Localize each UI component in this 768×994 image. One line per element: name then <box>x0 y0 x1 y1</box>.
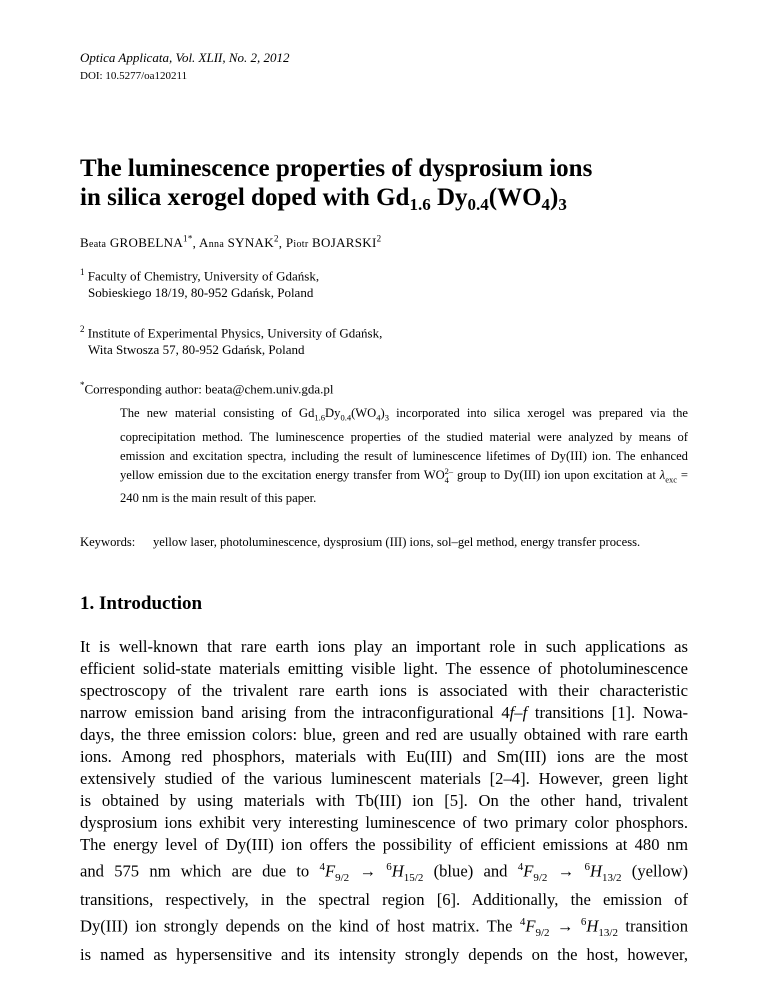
keywords <box>80 533 688 552</box>
keywords-text: yellow laser, photoluminescence, dysprosium (III) ions, sol–gel method, energy transfer process. <box>153 535 641 549</box>
author: Beata $GROBELNA^{1*}$ <box>80 234 193 251</box>
body-paragraph: It is well-known that rare earth ions play an important role in such applications as efficient solid-state materials emitting visible light. The essence of photoluminescence spectroscopy of the trivalent rare earth ions is associated with their characteristic narrow emission band arising from the intraconfigurational 4f–f transitions [1]. Nowa- days, the three emission colors: blue, green and red are usually obtained with rare earth ions. Among red phosphors, materials with Eu(III) and Sm(III) ions are the most extensively studied of the various luminescent materials [2–4]. However, green light is obtained by using materials with Tb(III) ion [5]. On the other hand, trivalent dysprosium ions exhibit very interesting luminescence of two primary color phosphors. The energy level of Dy(III) ion offers the possibility of efficient emissions at 480 nm and 575 nm which are due to $^4F_{9/2} \to ^6H_{15/2}$ (blue) and $^4F_{9/2} \to ^6H_{13/2}$ (yellow) transitions, respectively, in the spectral region [6]. Additionally, the emission of Dy(III) ion strongly depends on the kind of host matrix. The $^4F_{9/2} \to ^6H_{13/2}$ transition is named as hypersensitive and its intensity strongly depends on the host, however, <box>80 637 689 964</box>
abstract: The new material consisting of $Gd_{1.6}Dy_{0.4}(WO_4)_3$ incorporated into silica xerogel was prepared via the coprecipitation method. The luminescence properties of the studied material were analyzed by means of emission and excitation spectra, including the result of luminescence lifetimes of Dy(III) ion. The enhanced yellow emission due to the excitation energy transfer from WO2– 4 group to Dy(III) ion upon excitation at $\lambda_{exc} = 240$ nm is the main result of this paper. <box>120 406 688 506</box>
keywords-label: Keywords: <box>80 535 136 549</box>
article-title <box>80 154 700 219</box>
author: Piotr BOJARSKI$^2$ <box>285 234 382 251</box>
doi: DOI: 10.5277/oa120211 <box>80 70 188 82</box>
corresponding-author: *Corresponding author: beata@chem.univ.gda.pl <box>80 380 334 397</box>
affiliation: $^1$ Faculty of Chemistry, University of Gdańsk, Sobieskiego 18/19, 80-952 Gdańsk, Poland <box>80 267 320 301</box>
author-list: Beata $GROBELNA^{1*}$, Anna SYNAK$^2$, Piotr BOJARSKI$^2$ <box>80 234 382 251</box>
title-line-1: The luminescence properties of dysprosium ions <box>80 155 593 182</box>
section-heading: 1. Introduction <box>80 593 203 614</box>
author: Anna SYNAK$^2$ <box>199 234 279 251</box>
title-line-2: in silica xerogel doped with $Gd_{1.6}$ $Dy_{0.4}(WO_4)_3$ <box>80 184 567 214</box>
journal-name: Optica Applicata, Vol. XLII, No. 2, 2012 <box>80 50 290 65</box>
affiliation: $^2$ Institute of Experimental Physics, University of Gdańsk, Wita Stwosza 57, 80-952 Gdańsk, Poland <box>80 324 383 358</box>
